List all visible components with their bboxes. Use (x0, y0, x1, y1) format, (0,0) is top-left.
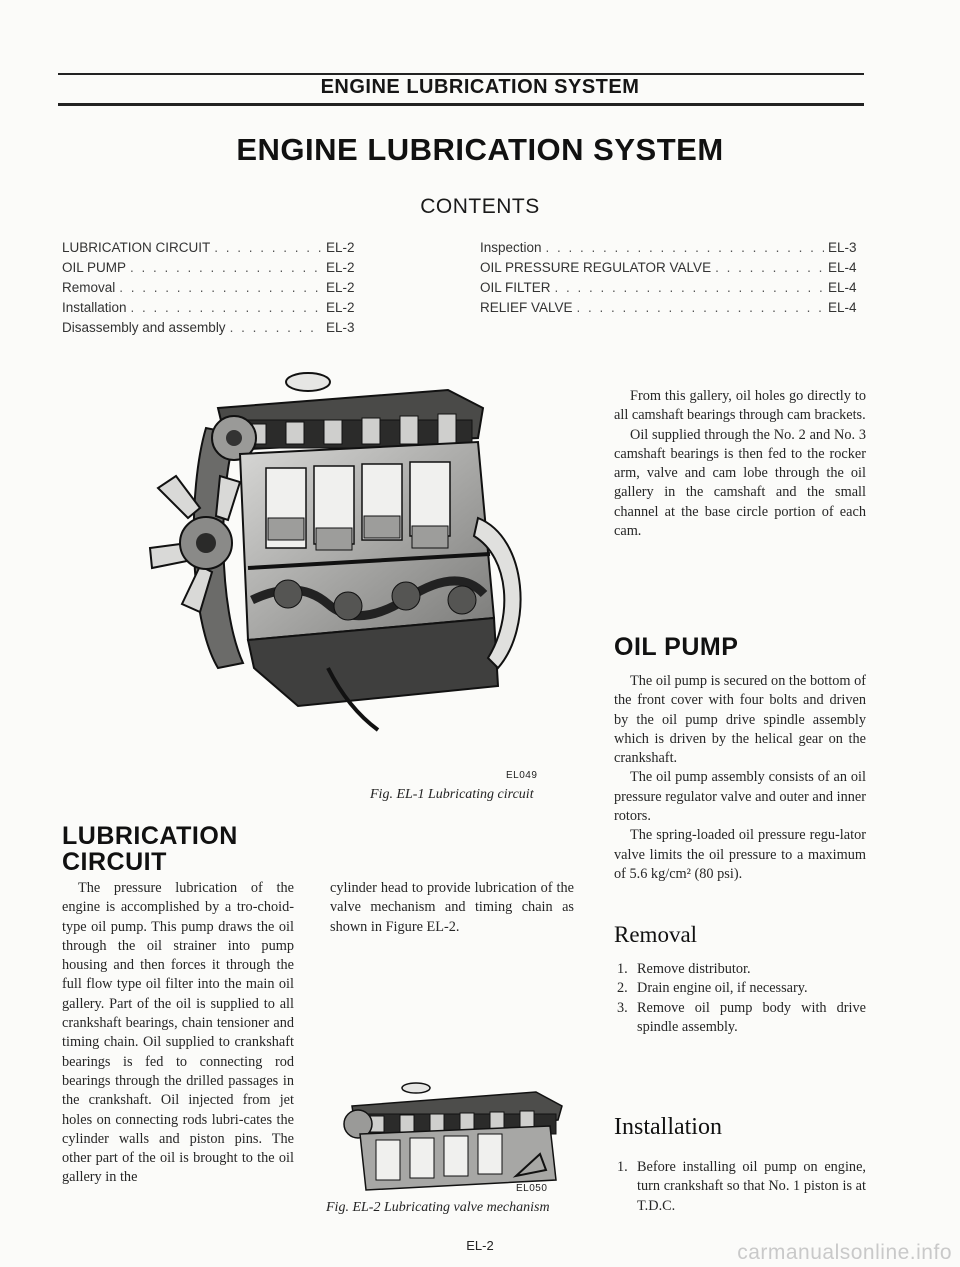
paragraph: The pressure lubrication of the engine is accomplished by a tro-choid-type oil pump. This pump draws the oil through the oil strainer into pump housing and then forces it through the full flow type oil filter into the main oil gallery. Part of the oil is supplied to all crankshaft bearings, chain tensioner and timing chain. Oil supplied to crankshaft bearings is fed to connecting rod bearings through the drilled passages in the crankshaft. Oil injected from jet holes on connecting rods lubri-cates the cylinder walls and piston pins. The other part of the oil is brought to the oil gallery in the (62, 880, 294, 1186)
section-heading-line: CIRCUIT (62, 848, 167, 876)
paragraph: From this gallery, oil holes go directly to all camshaft bearings through cam brackets. (614, 388, 866, 424)
toc-entry-page: EL-2 (326, 240, 355, 255)
toc-leader-dots (715, 260, 824, 275)
figure-caption: Fig. EL-2 Lubricating valve mechanism (326, 1200, 550, 1215)
toc-entry-page: EL-3 (326, 320, 355, 335)
list-number: 1. (617, 1159, 628, 1175)
toc-entry[interactable] (62, 240, 364, 260)
list-item (617, 999, 866, 1038)
paragraph: The oil pump assembly consists of an oil pressure regulator valve and outer and inner rotors. (614, 769, 866, 825)
toc-entry-page: EL-4 (828, 280, 857, 295)
toc-entry[interactable] (62, 260, 364, 280)
toc-leader-dots (130, 260, 322, 275)
lubrication-circuit-text (62, 879, 294, 1188)
oil-gallery-text (614, 387, 866, 541)
toc-entry[interactable] (62, 280, 364, 300)
list-text: Remove oil pump body with drive spindle assembly. (637, 999, 866, 1035)
list-text: Drain engine oil, if necessary. (637, 980, 808, 997)
toc-left-column (62, 240, 364, 340)
toc-entry-label: Disassembly and assembly (62, 320, 226, 335)
list-item (617, 1158, 866, 1216)
paragraph: Oil supplied through the No. 2 and No. 3 camshaft bearings is then fed to the rocker arm, valve and cam lobe through the oil gallery in the camshaft and the small channel at the base circle portion of each cam. (614, 426, 866, 540)
toc-entry-page: EL-4 (828, 300, 857, 315)
toc-entry-page: EL-2 (326, 280, 355, 295)
paragraph: The oil pump is secured on the bottom of the front cover with four bolts and driven by the oil pump drive spindle assembly which is driven by the helical gear on the crankshaft. (614, 673, 866, 767)
list-item (617, 979, 866, 998)
toc-entry[interactable] (480, 300, 866, 320)
toc-leader-dots (546, 240, 824, 255)
page-number: EL-2 (466, 1238, 494, 1253)
list-number: 3. (617, 999, 628, 1016)
section-heading-oil-pump: OIL PUMP (614, 633, 739, 661)
installation-steps (617, 1158, 866, 1216)
toc-entry-label: Inspection (480, 240, 542, 255)
list-text: Remove distributor. (637, 961, 751, 977)
header-rule-top (58, 73, 864, 75)
section-heading-line: LUBRICATION (62, 822, 238, 850)
toc-entry-page: EL-3 (828, 240, 857, 255)
lubrication-circuit-text-continued (330, 879, 574, 937)
removal-steps (617, 960, 866, 1037)
list-number: 1. (617, 961, 628, 977)
toc-leader-dots (555, 280, 824, 295)
toc-entry-label: Installation (62, 300, 127, 315)
header-rule-bottom (58, 103, 864, 106)
toc-leader-dots (119, 280, 322, 295)
toc-entry-label: OIL PUMP (62, 260, 127, 275)
toc-entry[interactable] (480, 240, 866, 260)
contents-heading: CONTENTS (420, 195, 540, 218)
figure-code: EL049 (506, 770, 538, 781)
toc-leader-dots (577, 300, 824, 315)
toc-entry[interactable] (480, 260, 866, 280)
figure-code: EL050 (516, 1183, 548, 1194)
toc-leader-dots (214, 240, 322, 255)
paragraph: cylinder head to provide lubrication of the valve mechanism and timing chain as shown in Figure EL-2. (330, 880, 574, 935)
toc-entry-page: EL-2 (326, 260, 355, 275)
toc-entry-label: OIL FILTER (480, 280, 551, 295)
engine-lubrication-illustration (148, 368, 544, 748)
toc-entry[interactable] (62, 300, 364, 320)
figure-caption: Fig. EL-1 Lubricating circuit (370, 787, 534, 802)
oil-pump-text (614, 672, 866, 884)
watermark: carmanualsonline.info (737, 1241, 952, 1264)
toc-entry[interactable] (62, 320, 364, 340)
toc-right-column (480, 240, 866, 320)
toc-entry-label: Removal (62, 280, 116, 295)
subsection-heading-installation: Installation (614, 1114, 722, 1140)
toc-entry-page: EL-2 (326, 300, 355, 315)
toc-entry-page: EL-4 (828, 260, 857, 275)
list-item (617, 960, 866, 979)
running-header: ENGINE LUBRICATION SYSTEM (320, 76, 640, 98)
toc-entry-label: LUBRICATION CIRCUIT (62, 240, 211, 255)
toc-leader-dots (230, 320, 322, 335)
subsection-heading-removal: Removal (614, 922, 698, 947)
list-text: Before installing oil pump on engine, turn crankshaft so that No. 1 piston is at T.D.C. (637, 1159, 866, 1214)
page-title: ENGINE LUBRICATION SYSTEM (236, 132, 724, 167)
toc-entry[interactable] (480, 280, 866, 300)
paragraph: The spring-loaded oil pressure regu-lator valve limits the oil pressure to a maximum of 5.6 kg/cm² (80 psi). (614, 827, 866, 882)
list-number: 2. (617, 980, 628, 997)
toc-entry-label: RELIEF VALVE (480, 300, 573, 315)
section-heading-lubrication-circuit (62, 823, 238, 875)
toc-entry-label: OIL PRESSURE REGULATOR VALVE (480, 260, 712, 275)
valve-mechanism-illustration (336, 1080, 568, 1198)
toc-leader-dots (131, 300, 322, 315)
